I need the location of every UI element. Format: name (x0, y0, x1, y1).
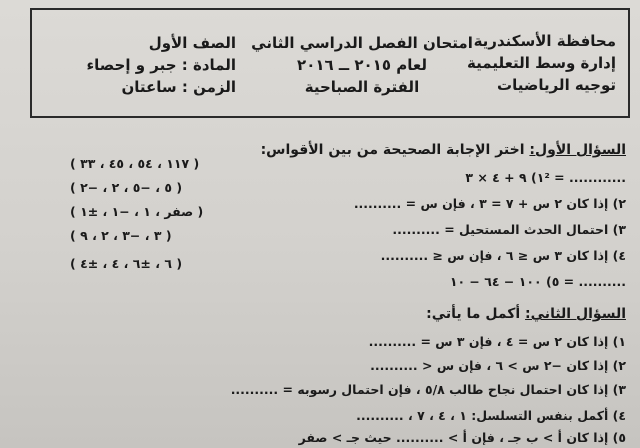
exam-year: لعام ٢٠١٥ ــ ٢٠١٦ (297, 56, 427, 74)
q2-item-2: ٢) إذا كان −٢ س > ٦ ، فإن س < .......... (370, 358, 626, 373)
q1-item-4: ٤) إذا كان ٣ س ≤ ٦ ، فإن س ≤ .......... (380, 248, 626, 263)
q2-heading (426, 306, 626, 322)
exam-period: الفترة الصباحية (304, 78, 420, 96)
q1-options-1: ( ١١٧ ، ٥٤ ، ٤٥ ، ٣٣ ) (70, 156, 200, 171)
q2-instruction: أكمل ما يأتي: (426, 306, 521, 322)
q1-title: السؤال الأول: (529, 142, 626, 158)
directorate: إدارة وسط التعليمية (467, 54, 616, 72)
q2-item-5: ٥) إذا كان أ > ب جـ ، فإن أ > .......... حيث جـ > صفر (298, 430, 626, 445)
q1-instruction: اختر الإجابة الصحيحة من بين الأقواس: (260, 142, 525, 158)
governorate: محافظة الأسكندرية (473, 32, 616, 50)
header-right (467, 30, 616, 96)
duration: الزمن : ساعتان (121, 78, 236, 96)
q1-item-3: ٣) احتمال الحدث المستحيل = .......... (392, 222, 626, 237)
header-center (242, 32, 482, 98)
subject: المادة : جبر و إحصاء (86, 56, 236, 74)
department: توجيه الرياضيات (497, 76, 616, 94)
q1-item-2: ٢) إذا كان ٢ س + ٧ = ٣ ، فإن س = .......... (353, 196, 626, 211)
q2-item-4: ٤) أكمل بنفس التسلسل: ١ ، ٤ ، ٧ ، .......... (356, 408, 626, 423)
q1-options-4: ( ٣ ، −٣ ، ٢ ، ٩ ) (70, 228, 172, 243)
q1-item-1: ١) ٩ + ٤ × ٣² = ............ (465, 170, 626, 185)
exam-title: امتحان الفصل الدراسي الثاني (251, 34, 473, 52)
q1-options-5: ( ٦ ، ±٦ ، ٤ ، ±٤ ) (70, 256, 183, 271)
q1-heading (261, 142, 626, 158)
header-left (46, 32, 236, 98)
grade: الصف الأول (148, 34, 236, 52)
q1-options-2: ( ٥ ، −٥ ، ٢ ، −٢ ) (70, 180, 183, 195)
q1-options-3: ( صفر ، ١ ، −١ ، ±١ ) (70, 204, 204, 219)
q2-item-3: ٣) إذا كان احتمال نجاح طالب ٥/٨ ، فإن احتمال رسوبه = .......... (230, 382, 626, 397)
q2-title: السؤال الثاني: (525, 306, 626, 322)
exam-header (30, 8, 630, 118)
q1-item-5: ٥) ١٠٠ − ٦٤ − ١٠ = .......... (449, 274, 626, 289)
q2-item-1: ١) إذا كان ٢ س = ٤ ، فإن ٣ س = .......... (368, 334, 626, 349)
